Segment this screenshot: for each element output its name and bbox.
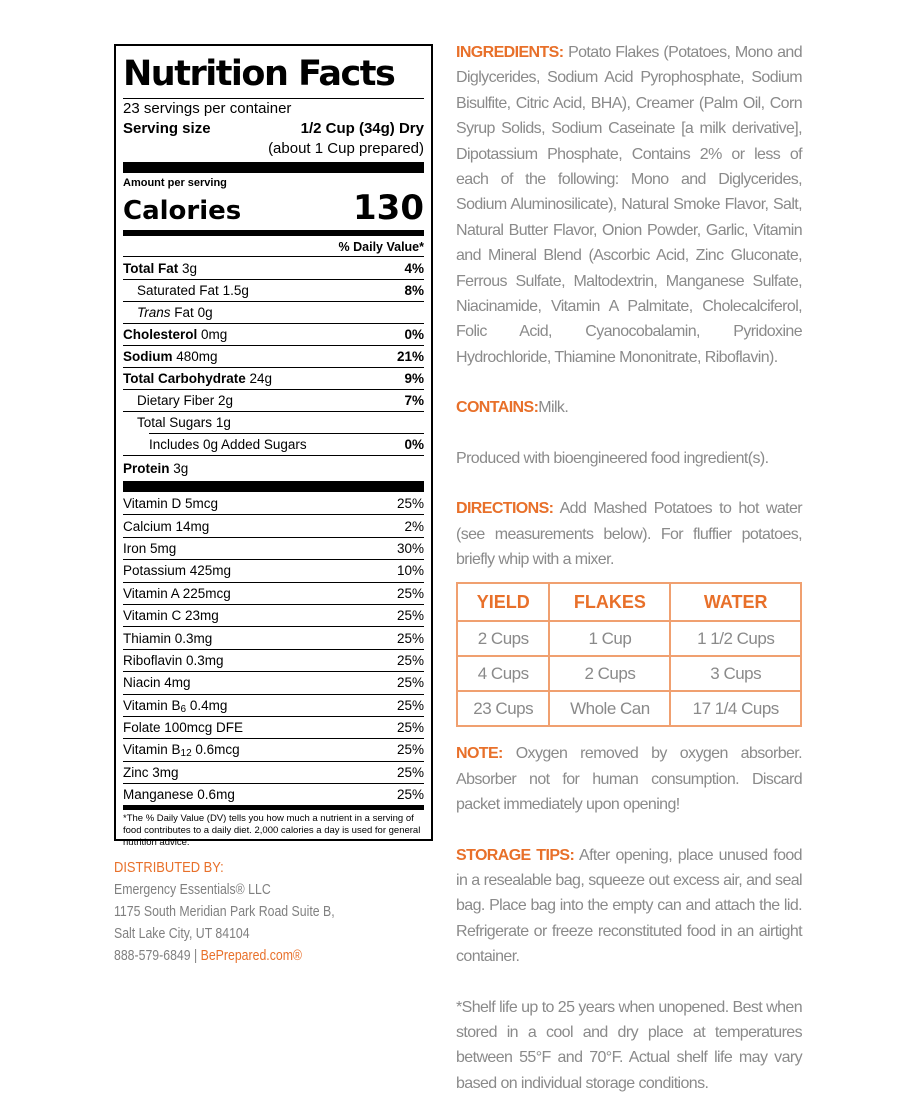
nutrient-row-trans-fat: Trans Fat 0g xyxy=(123,301,424,323)
distributor-address-line1: 1175 South Meridian Park Road Suite B, xyxy=(114,903,335,920)
vitamin-list xyxy=(123,492,424,805)
directions-section xyxy=(456,496,802,572)
flakes-header: FLAKES xyxy=(549,583,670,621)
vitamin-row: Zinc 3mg 25% xyxy=(123,761,424,783)
serving-size-row xyxy=(123,119,424,139)
nutrition-facts-label xyxy=(114,44,433,849)
vitamin-row: Niacin 4mg 25% xyxy=(123,671,424,693)
directions-text: Add Mashed Potatoes to hot water (see measurements below). For fluffier potatoes, briefly whip with a mixer. xyxy=(456,500,802,568)
vitamin-row: Vitamin A 225mcg 25% xyxy=(123,582,424,604)
directions-label: DIRECTIONS: xyxy=(456,500,554,518)
distributor-block xyxy=(114,857,434,967)
vitamin-row: Iron 5mg 30% xyxy=(123,537,424,559)
contains-section xyxy=(456,395,802,420)
table-row: 2 Cups 1 Cup 1 1/2 Cups xyxy=(457,621,801,656)
bioengineered-statement: Produced with bioengineered food ingredient(s). xyxy=(456,449,769,467)
calories-value: 130 xyxy=(353,188,424,228)
nutrient-row-total-carbohydrate: Total Carbohydrate 24g 9% xyxy=(123,367,424,389)
vitamin-row: Potassium 425mg 10% xyxy=(123,559,424,581)
serving-size-prepared: (about 1 Cup prepared) xyxy=(268,140,424,157)
vitamin-row: Vitamin B12 0.6mcg 25% xyxy=(123,738,424,760)
distributor-address-line2: Salt Lake City, UT 84104 xyxy=(114,925,250,942)
yield-table xyxy=(456,582,802,727)
distributor-heading: DISTRIBUTED BY: xyxy=(114,859,224,876)
calories-row xyxy=(123,190,424,226)
note-label: NOTE: xyxy=(456,745,503,763)
storage-tips-text: After opening, place unused food in a resealable bag, squeeze out excess air, and seal bag. Place bag into the empty can and attach the lid. Refrigerate or freeze reconstituted food in an airtight container. xyxy=(456,846,802,966)
thick-divider xyxy=(123,481,424,492)
daily-value-header: % Daily Value* xyxy=(338,240,424,254)
vitamin-row: Calcium 14mg 2% xyxy=(123,514,424,536)
vitamin-row: Folate 100mcg DFE 25% xyxy=(123,716,424,738)
vitamin-row: Vitamin C 23mg 25% xyxy=(123,604,424,626)
storage-tips-label: STORAGE TIPS: xyxy=(456,846,575,864)
amount-per-serving: Amount per serving xyxy=(123,177,227,189)
water-header: WATER xyxy=(670,583,801,621)
yield-header: YIELD xyxy=(457,583,549,621)
nutrition-facts-title: Nutrition Facts xyxy=(123,54,395,94)
nutrient-row-protein: Protein 3g xyxy=(123,455,424,481)
vitamin-row: Thiamin 0.3mg 25% xyxy=(123,626,424,648)
nutrient-row-dietary-fiber: Dietary Fiber 2g 7% xyxy=(123,389,424,411)
vitamin-row: Riboflavin 0.3mg 25% xyxy=(123,649,424,671)
contains-label: CONTAINS: xyxy=(456,399,539,417)
calories-label: Calories xyxy=(123,196,242,226)
nutrient-list xyxy=(123,256,424,481)
table-row: 4 Cups 2 Cups 3 Cups xyxy=(457,656,801,691)
nutrient-row-added-sugars: Includes 0g Added Sugars 0% xyxy=(123,433,424,455)
ingredients-label: INGREDIENTS: xyxy=(456,44,564,61)
note-text: Oxygen removed by oxygen absorber. Absorber not for human consumption. Discard packet immediately upon opening! xyxy=(456,745,802,814)
distributor-contact xyxy=(114,945,376,967)
serving-size-label: Serving size xyxy=(123,120,211,137)
distributor-phone: 888-579-6849 | xyxy=(114,947,198,964)
vitamin-row: Vitamin B6 0.4mg 25% xyxy=(123,694,424,716)
serving-size-value: 1/2 Cup (34g) Dry xyxy=(300,120,424,137)
thick-divider xyxy=(123,162,424,173)
contains-text: Milk. xyxy=(538,399,569,417)
distributor-website-link[interactable]: BePrepared.com® xyxy=(200,947,303,964)
ingredients-section xyxy=(456,40,802,370)
nutrient-row-total-sugars: Total Sugars 1g xyxy=(123,411,424,433)
note-section xyxy=(456,741,802,817)
storage-tips-section xyxy=(456,843,802,970)
table-row: 23 Cups Whole Can 17 1/4 Cups xyxy=(457,691,801,726)
vitamin-row: Manganese 0.6mg 25% xyxy=(123,783,424,805)
nutrient-row-sodium: Sodium 480mg 21% xyxy=(123,345,424,367)
ingredients-text: Potato Flakes (Potatoes, Mono and Diglycerides, Sodium Acid Pyrophosphate, Sodium Bisulfite, Citric Acid, BHA), Creamer (Palm Oil, Corn Syrup Solids, Sodium Caseinate [a milk derivative], Dipotassium Phosphate, Contains 2% or less of each of the following: Mono and Diglycerides, Sodium Aluminosilicate), Natural Smoke Flavor, Salt, Natural Butter Flavor, Onion Powder, Garlic, Vitamin and Mineral Blend (Ascorbic Acid, Zinc Gluconate, Ferrous Sulfate, Maltodextrin, Manganese Sulfate, Niacinamide, Vitamin A Palmitate, Cholecalciferol, Folic Acid, Cyanocobalamin, Pyridoxine Hydrochloride, Thiamine Mononitrate, Riboflavin). xyxy=(456,44,802,366)
product-info-column xyxy=(456,40,802,1096)
servings-per-container: 23 servings per container xyxy=(123,100,292,117)
vitamin-row: Vitamin D 5mcg 25% xyxy=(123,495,424,511)
nutrient-row-cholesterol: Cholesterol 0mg 0% xyxy=(123,323,424,345)
nutrient-row-total-fat: Total Fat 3g 4% xyxy=(123,256,424,279)
nutrient-row-saturated-fat: Saturated Fat 1.5g 8% xyxy=(123,279,424,301)
shelf-life-statement: *Shelf life up to 25 years when unopened. Best when stored in a cool and dry place at temperatures between 55°F and 70°F. Actual shelf life may vary based on individual storage conditions. xyxy=(456,998,802,1092)
daily-value-footnote: *The % Daily Value (DV) tells you how much a nutrient in a serving of food contributes to a daily diet. 2,000 calories a day is used for general nutrition advice. xyxy=(123,813,421,849)
distributor-company: Emergency Essentials® LLC xyxy=(114,881,271,898)
yield-table-header xyxy=(457,583,801,621)
